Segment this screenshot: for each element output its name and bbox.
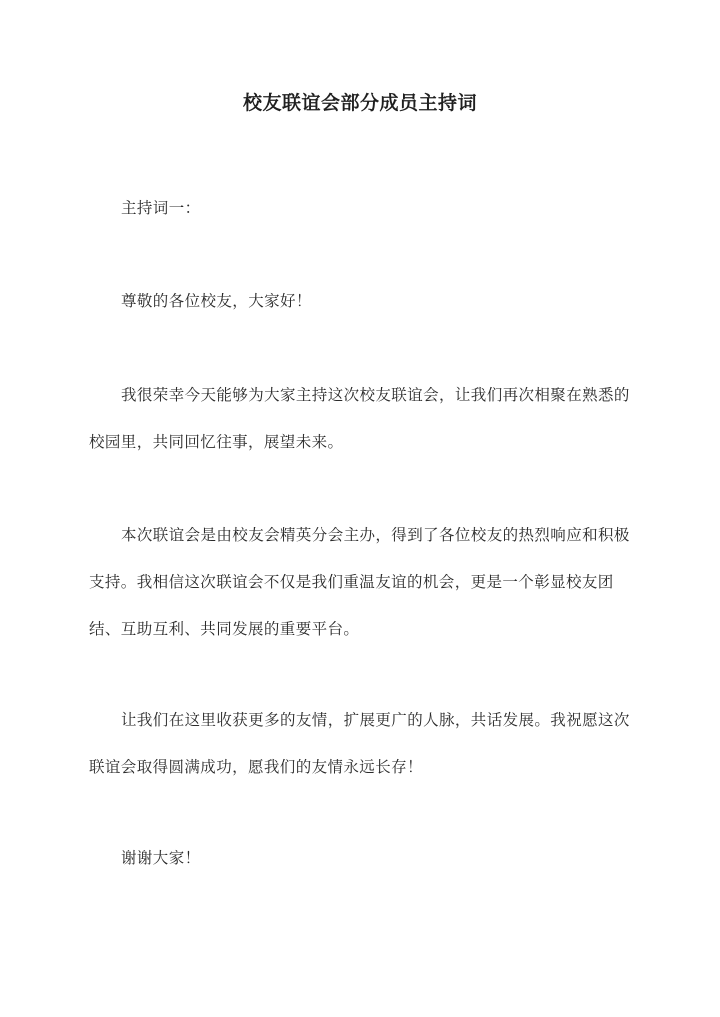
paragraph-greeting: 尊敬的各位校友，大家好！ <box>121 292 312 310</box>
paragraph-organizer: 本次联谊会是由校友会精英分会主办，得到了各位校友的热烈响应和积极支持。我相信这次联谊会不仅是我们重温友谊的机会，更是一个彰显校友团结、互助互利、共同发展的重要平台。 <box>89 526 630 638</box>
paragraph-host-intro: 主持词一： <box>121 199 201 217</box>
paragraph-wishes: 让我们在这里收获更多的友情，扩展更广的人脉，共话发展。我祝愿这次联谊会取得圆满成功，愿我们的友情永远长存！ <box>89 711 630 776</box>
document-title: 校友联谊会部分成员主持词 <box>242 92 477 114</box>
paragraph-opening: 我很荣幸今天能够为大家主持这次校友联谊会，让我们再次相聚在熟悉的校园里，共同回忆往事，展望未来。 <box>89 386 630 451</box>
paragraph-thanks: 谢谢大家！ <box>121 849 201 867</box>
